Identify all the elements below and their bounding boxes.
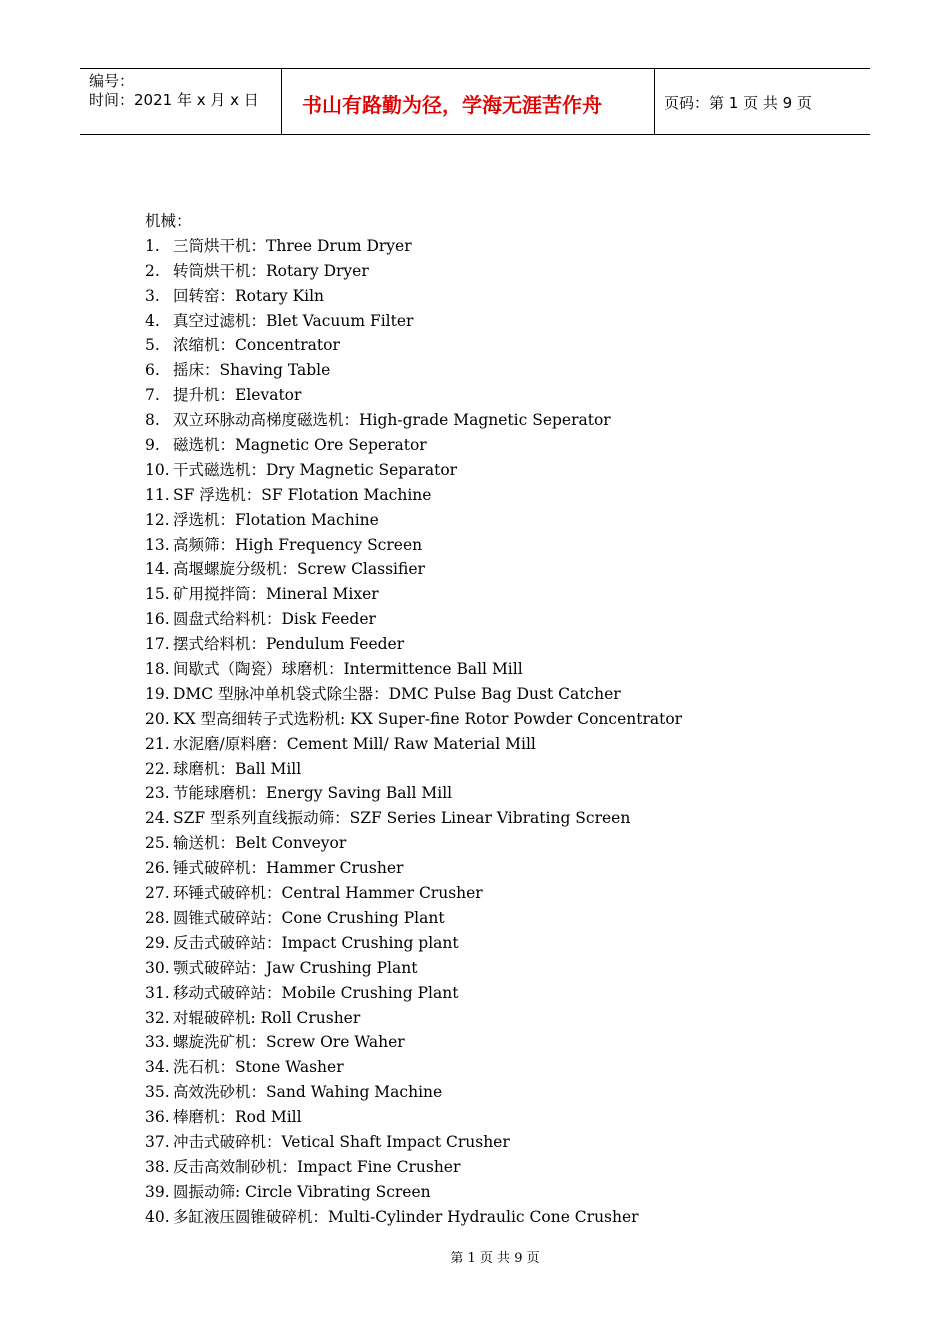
list-item-text: 对辊破碎机: Roll Crusher [173, 1008, 361, 1027]
list-item-number: 15. [145, 585, 170, 604]
list-item-text: 圆锥式破碎站：Cone Crushing Plant [173, 908, 445, 927]
list-item-number: 2. [145, 261, 160, 280]
list-item [145, 931, 785, 956]
list-item-text: 棒磨机：Rod Mill [173, 1108, 302, 1127]
list-item-number: 19. [145, 684, 170, 703]
list-item [145, 1105, 785, 1130]
list-item-text: 摆式给料机：Pendulum Feeder [173, 635, 405, 654]
list-item-text: 圆振动筛: Circle Vibrating Screen [173, 1182, 431, 1201]
list-item [145, 309, 785, 334]
list-item [145, 1155, 785, 1180]
list-item-number: 1. [145, 236, 160, 255]
list-item-number: 29. [145, 933, 170, 952]
list-item-number: 13. [145, 535, 170, 554]
list-item [145, 408, 785, 433]
list-item-text: SZF 型系列直线振动筛：SZF Series Linear Vibrating Screen [173, 809, 631, 828]
list-item-number: 23. [145, 784, 170, 803]
list-item [145, 284, 785, 309]
list-item [145, 234, 785, 259]
list-item [145, 732, 785, 757]
list-item-text: 转筒烘干机：Rotary Dryer [173, 261, 369, 280]
list-item-number: 16. [145, 610, 170, 629]
list-item [145, 533, 785, 558]
list-item [145, 1030, 785, 1055]
list-item-text: SF 浮选机：SF Flotation Machine [173, 485, 432, 504]
list-item-text: 三筒烘干机：Three Drum Dryer [173, 236, 412, 255]
list-item-text: 圆盘式给料机：Disk Feeder [173, 610, 376, 629]
list-item-text: 洗石机：Stone Washer [173, 1058, 344, 1077]
list-item-number: 32. [145, 1008, 170, 1027]
list-item-number: 14. [145, 560, 170, 579]
page-header [80, 68, 870, 135]
list-item [145, 483, 785, 508]
list-item [145, 1080, 785, 1105]
list-item-text: 间歇式（陶瓷）球磨机：Intermittence Ball Mill [173, 660, 523, 679]
list-item [145, 1180, 785, 1205]
list-item-number: 11. [145, 485, 170, 504]
list-item-number: 31. [145, 983, 170, 1002]
list-item-text: 多缸液压圆锥破碎机：Multi-Cylinder Hydraulic Cone Crusher [173, 1207, 639, 1226]
list-item-number: 34. [145, 1058, 170, 1077]
list-item-number: 26. [145, 859, 170, 878]
list-item [145, 433, 785, 458]
list-item-text: 摇床：Shaving Table [173, 361, 331, 380]
list-item [145, 383, 785, 408]
list-item-number: 9. [145, 436, 160, 455]
list-item [145, 508, 785, 533]
header-page-label: 页码：第 1 页 共 9 页 [664, 94, 812, 112]
list-item-number: 22. [145, 759, 170, 778]
list-item [145, 458, 785, 483]
list-item-text: 浮选机：Flotation Machine [173, 510, 379, 529]
list-item-number: 20. [145, 709, 170, 728]
list-item-number: 18. [145, 660, 170, 679]
list-item-number: 21. [145, 734, 170, 753]
list-item-text: 高堰螺旋分级机：Screw Classifier [173, 560, 425, 579]
list-item [145, 831, 785, 856]
document-body [145, 209, 785, 1230]
list-item-number: 36. [145, 1108, 170, 1127]
number-label: 编号： [89, 72, 135, 90]
list-item-number: 39. [145, 1182, 170, 1201]
list-item-text: 双立环脉动高梯度磁选机：High-grade Magnetic Seperator [173, 411, 611, 430]
list-item-number: 40. [145, 1207, 170, 1226]
list-item [145, 682, 785, 707]
list-item [145, 557, 785, 582]
list-item-number: 12. [145, 510, 170, 529]
header-motto: 书山有路勤为径，学海无涯苦作舟 [282, 69, 655, 134]
time-label: 时间：2021 年 x 月 x 日 [89, 91, 259, 109]
list-item-text: 反击高效制砂机：Impact Fine Crusher [173, 1157, 461, 1176]
list-item-number: 3. [145, 286, 160, 305]
list-item [145, 333, 785, 358]
list-item-number: 5. [145, 336, 160, 355]
list-item-text: 颚式破碎站：Jaw Crushing Plant [173, 958, 418, 977]
list-item-text: 反击式破碎站：Impact Crushing plant [173, 933, 459, 952]
list-item-text: 磁选机：Magnetic Ore Seperator [173, 436, 427, 455]
list-item-number: 6. [145, 361, 160, 380]
list-item-number: 24. [145, 809, 170, 828]
machinery-list [145, 234, 785, 1230]
list-item [145, 757, 785, 782]
list-item-text: 输送机：Belt Conveyor [173, 834, 347, 853]
list-item-text: 浓缩机：Concentrator [173, 336, 340, 355]
list-item [145, 259, 785, 284]
list-item-number: 33. [145, 1033, 170, 1052]
list-item [145, 906, 785, 931]
list-item-number: 8. [145, 411, 160, 430]
list-item-text: 球磨机：Ball Mill [173, 759, 302, 778]
page-footer: 第 1 页 共 9 页 [450, 1251, 540, 1266]
list-item-number: 25. [145, 834, 170, 853]
list-item-text: 高效洗砂机：Sand Wahing Machine [173, 1083, 443, 1102]
list-item [145, 956, 785, 981]
list-item [145, 981, 785, 1006]
header-meta [80, 69, 282, 134]
list-item-number: 17. [145, 635, 170, 654]
list-item-text: 冲击式破碎机：Vetical Shaft Impact Crusher [173, 1132, 510, 1151]
list-item-text: 回转窑：Rotary Kiln [173, 286, 325, 305]
list-item-text: KX 型高细转子式选粉机: KX Super-fine Rotor Powder Concentrator [173, 709, 683, 728]
list-item-number: 10. [145, 460, 170, 479]
list-item-text: 水泥磨/原料磨：Cement Mill/ Raw Material Mill [173, 734, 536, 753]
list-item [145, 881, 785, 906]
list-item [145, 582, 785, 607]
list-item-text: 干式磁选机：Dry Magnetic Separator [173, 460, 458, 479]
list-item [145, 358, 785, 383]
list-item-number: 27. [145, 884, 170, 903]
list-item [145, 806, 785, 831]
list-item-text: 节能球磨机：Energy Saving Ball Mill [173, 784, 453, 803]
list-item-text: 高频筛：High Frequency Screen [173, 535, 423, 554]
list-item [145, 1205, 785, 1230]
list-item-text: 移动式破碎站：Mobile Crushing Plant [173, 983, 459, 1002]
list-item-number: 30. [145, 958, 170, 977]
list-item [145, 707, 785, 732]
list-item [145, 781, 785, 806]
list-item-text: DMC 型脉冲单机袋式除尘器：DMC Pulse Bag Dust Catcher [173, 684, 621, 703]
list-item-text: 环锤式破碎机：Central Hammer Crusher [173, 884, 483, 903]
list-item [145, 856, 785, 881]
list-item [145, 657, 785, 682]
list-item-text: 锤式破碎机：Hammer Crusher [173, 859, 404, 878]
list-item-number: 4. [145, 311, 160, 330]
list-item [145, 632, 785, 657]
list-item [145, 607, 785, 632]
list-item [145, 1006, 785, 1031]
list-item-text: 真空过滤机：Blet Vacuum Filter [173, 311, 414, 330]
list-item [145, 1130, 785, 1155]
list-item-number: 35. [145, 1083, 170, 1102]
list-item [145, 1055, 785, 1080]
list-item-number: 7. [145, 386, 160, 405]
list-item-text: 矿用搅拌筒：Mineral Mixer [173, 585, 379, 604]
list-item-number: 28. [145, 908, 170, 927]
list-item-number: 38. [145, 1157, 170, 1176]
section-title: 机械： [145, 212, 192, 230]
list-item-number: 37. [145, 1132, 170, 1151]
list-item-text: 螺旋洗矿机：Screw Ore Waher [173, 1033, 405, 1052]
list-item-text: 提升机：Elevator [173, 386, 302, 405]
